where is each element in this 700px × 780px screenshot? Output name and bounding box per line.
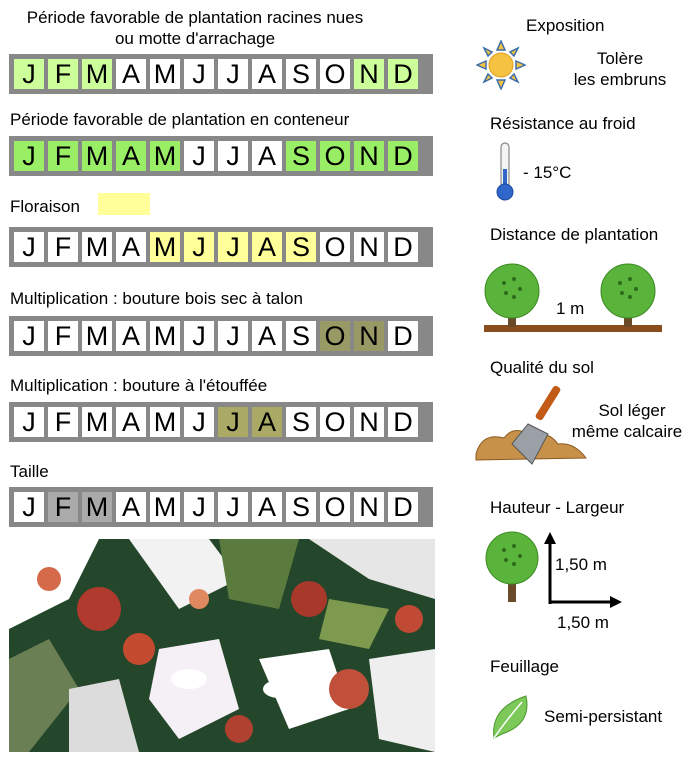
- month-cell: S: [286, 321, 316, 351]
- month-cell: F: [48, 492, 78, 522]
- month-cell: N: [354, 232, 384, 262]
- month-cell: M: [150, 492, 180, 522]
- month-cell: S: [286, 141, 316, 171]
- month-strip: [9, 227, 433, 267]
- calendar-title: Période favorable de plantation racines nues: [26, 8, 364, 27]
- month-cell: A: [116, 141, 146, 171]
- month-cell: J: [218, 59, 248, 89]
- hauteur-label: Hauteur - Largeur: [490, 498, 625, 517]
- month-cell: F: [48, 141, 78, 171]
- month-cell: A: [116, 321, 146, 351]
- month-cell: A: [116, 59, 146, 89]
- month-cell: D: [388, 407, 418, 437]
- calendar-title: ou motte d'arrachage: [114, 29, 276, 48]
- month-cell: J: [218, 141, 248, 171]
- month-cell: O: [320, 321, 350, 351]
- calendar-title: Multiplication : bouture bois sec à talon: [10, 289, 303, 308]
- month-cell: J: [184, 141, 214, 171]
- month-cell: J: [14, 407, 44, 437]
- flower-photo-illustration: [9, 539, 435, 752]
- month-strip: [9, 402, 433, 442]
- month-cell: J: [184, 59, 214, 89]
- thermometer-icon: [494, 141, 516, 203]
- month-cell: N: [354, 492, 384, 522]
- calendar-title: Période favorable de plantation en conteneur: [10, 110, 350, 129]
- month-cell: M: [82, 232, 112, 262]
- month-cell: J: [218, 232, 248, 262]
- month-cell: J: [184, 321, 214, 351]
- month-cell: F: [48, 407, 78, 437]
- distance-label: Distance de plantation: [490, 225, 659, 244]
- month-strip: [9, 487, 433, 527]
- month-cell: A: [252, 59, 282, 89]
- sun-icon: [476, 40, 526, 90]
- month-cell: D: [388, 141, 418, 171]
- exposition-value-line2: les embruns: [573, 70, 667, 89]
- floraison-swatch: [98, 193, 150, 215]
- month-cell: D: [388, 59, 418, 89]
- calendar-title: Multiplication : bouture à l'étouffée: [10, 376, 268, 395]
- month-cell: M: [150, 141, 180, 171]
- month-cell: A: [252, 141, 282, 171]
- month-cell: A: [116, 407, 146, 437]
- month-cell: O: [320, 232, 350, 262]
- month-cell: F: [48, 59, 78, 89]
- month-cell: J: [14, 59, 44, 89]
- month-cell: J: [184, 232, 214, 262]
- month-cell: M: [82, 492, 112, 522]
- month-cell: N: [354, 59, 384, 89]
- calendar-title: Floraison: [10, 197, 80, 216]
- month-cell: N: [354, 407, 384, 437]
- flower-photo: [9, 539, 435, 752]
- month-cell: M: [150, 407, 180, 437]
- month-cell: J: [184, 407, 214, 437]
- month-cell: J: [184, 492, 214, 522]
- calendar-title: Taille: [10, 462, 49, 481]
- hauteur-value: 1,50 m: [555, 555, 607, 574]
- month-cell: F: [48, 232, 78, 262]
- month-cell: S: [286, 232, 316, 262]
- exposition-value-line1: Tolère: [596, 49, 644, 68]
- month-cell: A: [116, 492, 146, 522]
- month-cell: O: [320, 59, 350, 89]
- month-cell: S: [286, 59, 316, 89]
- month-cell: S: [286, 407, 316, 437]
- month-cell: J: [14, 492, 44, 522]
- month-cell: O: [320, 141, 350, 171]
- month-cell: S: [286, 492, 316, 522]
- month-cell: M: [150, 232, 180, 262]
- month-cell: D: [388, 492, 418, 522]
- month-cell: J: [14, 141, 44, 171]
- month-cell: A: [252, 321, 282, 351]
- feuillage-label: Feuillage: [490, 657, 559, 676]
- month-cell: J: [14, 321, 44, 351]
- froid-label: Résistance au froid: [490, 114, 636, 133]
- month-cell: M: [150, 321, 180, 351]
- month-cell: D: [388, 321, 418, 351]
- month-strip: [9, 136, 433, 176]
- month-cell: D: [388, 232, 418, 262]
- month-cell: M: [150, 59, 180, 89]
- month-cell: A: [116, 232, 146, 262]
- month-cell: J: [218, 407, 248, 437]
- froid-value: - 15°C: [523, 163, 572, 182]
- month-cell: M: [82, 321, 112, 351]
- month-cell: A: [252, 492, 282, 522]
- exposition-label: Exposition: [526, 16, 605, 35]
- month-cell: J: [14, 232, 44, 262]
- sol-value-line1: Sol léger: [598, 401, 666, 420]
- leaf-icon: [490, 694, 530, 742]
- largeur-value: 1,50 m: [557, 613, 609, 632]
- month-strip: [9, 54, 433, 94]
- sol-label: Qualité du sol: [490, 358, 594, 377]
- month-strip: [9, 316, 433, 356]
- month-cell: F: [48, 321, 78, 351]
- month-cell: A: [252, 232, 282, 262]
- month-cell: J: [218, 321, 248, 351]
- month-cell: M: [82, 407, 112, 437]
- month-cell: J: [218, 492, 248, 522]
- distance-value: 1 m: [556, 299, 585, 318]
- month-cell: A: [252, 407, 282, 437]
- month-cell: M: [82, 59, 112, 89]
- month-cell: M: [82, 141, 112, 171]
- month-cell: N: [354, 141, 384, 171]
- month-cell: O: [320, 492, 350, 522]
- month-cell: N: [354, 321, 384, 351]
- feuillage-value: Semi-persistant: [544, 707, 663, 726]
- month-cell: O: [320, 407, 350, 437]
- sol-value-line2: même calcaire: [571, 422, 683, 441]
